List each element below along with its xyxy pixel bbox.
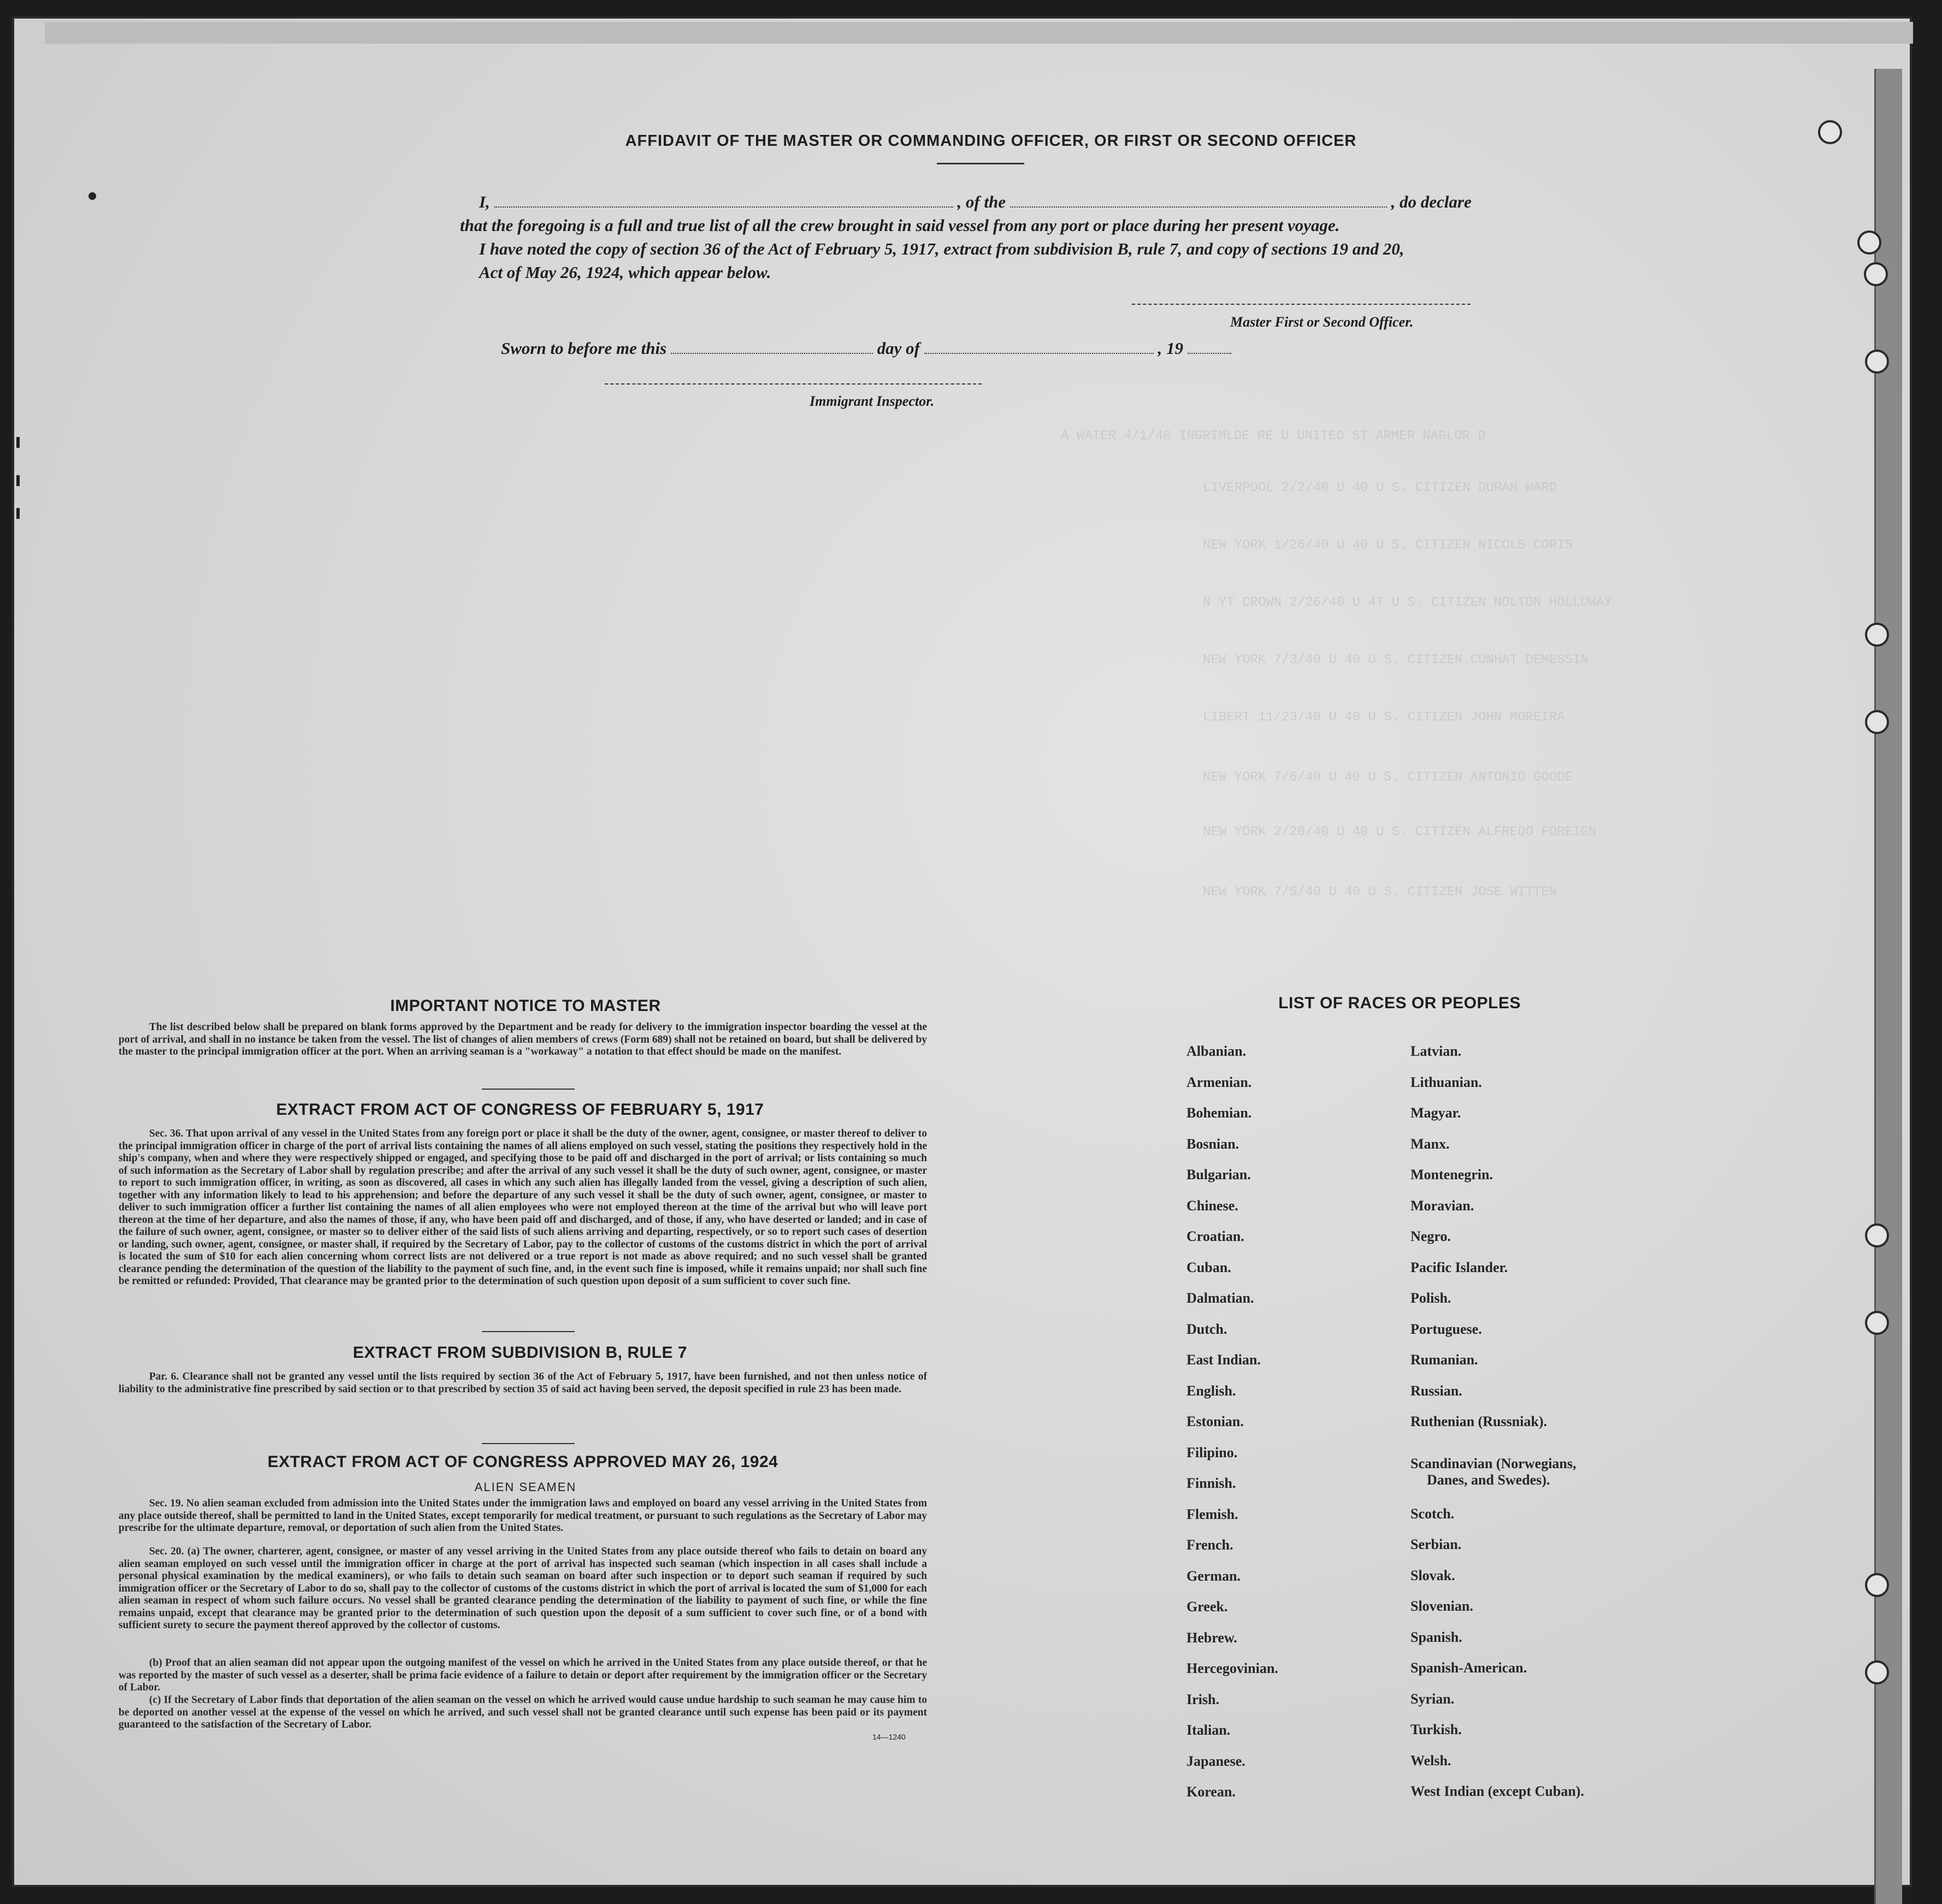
notice-title: IMPORTANT NOTICE TO MASTER <box>390 997 661 1015</box>
punch-hole <box>1865 710 1889 734</box>
race-item: Hebrew. <box>1187 1629 1237 1646</box>
sworn-month-blank[interactable] <box>924 341 1154 354</box>
race-item: Pacific Islander. <box>1410 1259 1508 1275</box>
race-item: Armenian. <box>1187 1074 1252 1090</box>
race-item: Dalmatian. <box>1187 1290 1254 1306</box>
race-item: East Indian. <box>1187 1352 1261 1368</box>
edge-mark <box>16 437 20 448</box>
affidavit-line-1 <box>479 192 1506 212</box>
punch-hole <box>1857 230 1881 255</box>
race-item: Chinese. <box>1187 1197 1238 1214</box>
affidavit-line-2: that the foregoing is a full and true list of all the crew brought in said vessel from any port or place during her present voyage. <box>460 216 1340 235</box>
extract-rule7-title: EXTRACT FROM SUBDIVISION B, RULE 7 <box>352 1344 688 1362</box>
sec20c-text: (c) If the Secretary of Labor finds that deportation of the alien seaman on the vessel on which he arrived would cause undue hardship to such seaman he may cause him to be deported on another vessel at the expense of the vessel on which he arrived, and such vessel shall not be granted clearance until such expense has been paid or its payment guaranteed to the satisfaction of the Secretary of Labor. <box>119 1694 927 1730</box>
race-item: Bohemian. <box>1187 1105 1252 1121</box>
master-signature-line[interactable] <box>1132 304 1471 305</box>
race-item: Croatian. <box>1187 1228 1244 1244</box>
race-item: Slovak. <box>1410 1567 1455 1583</box>
title-rule <box>937 163 1024 164</box>
affidavit-i: I, <box>479 192 490 211</box>
race-item: Ruthenian (Russniak). <box>1410 1414 1547 1429</box>
race-item: Scotch. <box>1410 1505 1455 1522</box>
race-item: Bulgarian. <box>1187 1167 1251 1182</box>
sworn-line <box>501 339 1528 358</box>
extract-rule7-text: Par. 6. Clearance shall not be granted any vessel until the lists required by section 36 of the Act of February 5, 1917, have been furnished, and not then unless notice of liability to the administrative fine prescribed by said section or to that prescribed by section 35 of said act having been served, the deposit specified in rule 23 has been made. <box>119 1371 927 1395</box>
affidavit-title: AFFIDAVIT OF THE MASTER OR COMMANDING OFFICER, OR FIRST OR SECOND OFFICER <box>625 132 1357 150</box>
race-item: Finnish. <box>1187 1475 1236 1491</box>
affidavit-line-4: Act of May 26, 1924, which appear below. <box>479 263 771 282</box>
race-item: English. <box>1187 1382 1236 1399</box>
race-item: Rumanian. <box>1410 1352 1478 1368</box>
race-item: Spanish-American. <box>1410 1660 1527 1676</box>
inspector-signature-line[interactable] <box>605 383 982 385</box>
race-item: Italian. <box>1187 1722 1231 1738</box>
extract-1917-text: Sec. 36. That upon arrival of any vessel in the United States from any foreign port or place it shall be the duty of the owner, agent, consignee, or master thereof to deliver to the principal immigration officer in charge of the port of arrival lists containing the names of all aliens employed on such vessel, stating the positions they respectively hold in the ship's company, when and where they were respectively shipped or engaged, and specifying those to be paid off and discharged in the port of arrival; or lists containing so much of such information as the Secretary of Labor shall by regulation prescribe; and after the arrival of any such vessel it shall be the duty of such owner, agent, consignee, or master to report to such immigration officer, in writing, as soon as discovered, all cases in which any such alien has illegally landed from the vessel, giving a description of such alien, together with any information likely to lead to his apprehension; and before the departure of any such vessel it shall be the duty of such owner, agent, consignee, or master to deliver to such immigration officer a further list containing the names of all alien employees who were not employed thereon at the time of the arrival but who will leave port thereon at the time of her departure, and also the names of those, if any, who have been paid off and discharged, and of those, if any, who have deserted or landed; and in case of the failure of such owner, agent, consignee, or master so to deliver either of the said lists of such aliens arriving and departing, respectively, or so to report such cases of desertion or landing, such owner, agent, consignee, or master shall, if required by the Secretary of Labor, pay to the collector of customs of the customs district in which the port of arrival is located the sum of $10 for each alien concerning whom correct lists are not delivered or a true report is not made as above required; and no such vessel shall be granted clearance pending the determination of the question of the liability to the payment of such fine, and, in the event such fine is imposed, while it remains unpaid; nor shall such fine be remitted or refunded: Provided, That clearance may be granted prior to the determination of such question upon deposit of a sum sufficient to cover such fine. <box>119 1128 927 1287</box>
race-item: Russian. <box>1410 1382 1462 1399</box>
punch-hole <box>1865 623 1889 647</box>
punch-hole <box>1864 262 1888 286</box>
affidavit-line-3: I have noted the copy of section 36 of the Act of February 5, 1917, extract from subdivision B, rule 7, and copy of sections 19 and 20, <box>479 239 1404 258</box>
race-item: Estonian. <box>1187 1414 1244 1429</box>
race-item: Bosnian. <box>1187 1136 1239 1152</box>
race-item: Welsh. <box>1410 1752 1451 1769</box>
sec19-text: Sec. 19. No alien seaman excluded from admission into the United States under the immigration laws and employed on board any vessel arriving in the United States from any place outside thereof, shall be permitted to land in the United States, except temporarily for medical treatment, or pursuant to such regulations as the Secretary of Labor may prescribe for the ultimate departure, removal, or deportation of such alien from the United States. <box>119 1498 927 1534</box>
document-sheet: A WATER 4/1/40 INGRIMLDE RE U UNITED ST ARMER NAGLOR D LIVERPOOL 2/2/40 U 40 U S. CITIZEN DURAN WARD NEW YORK 1/26/40 U 40 U S. CITIZEN NICOLS CORIS N YT CROWN 2/26/40 U 47 U S. CITIZEN NOLTON HOLLOWAY NEW YORK 7/3/40 U 40 U S. CITIZEN CUNHAT DEMESSIN LIBERT 11/23/40 U 40 U S. CITIZEN JOHN MOREIRA NEW YORK 7/6/40 U 40 U S. CITIZEN ANTONIO GOODE NEW YORK 2/20/40 U 40 U S. CITIZEN ALFREDO FOREIGN NEW YORK 7/5/40 U 40 U S. CITIZEN JOSE WITTEN AFFIDAVIT OF THE MASTER OR COMMANDING OFFICER, OR FIRST OR SECOND OFFICER I, , of the , do declare that the foregoing is a full and true list of all the crew brought in said vessel from any port or place during her present voyage. I have noted the copy of section 36 of the Act of February 5, 1917, extract from subdivision B, rule 7, and copy of sections 19 and 20, Act of May 26, 1924, which appear below. Master First or Second Officer. Sworn to before me this day of , 19 Immigrant Inspector. IMPORTANT NOTICE TO MASTER The list described below shall be prepared on blank forms approved by the Department and be ready for delivery to the immigration inspector boarding the vessel at the port of arrival, and shall in no instance be taken from the vessel. The list of changes of alien members of crews (Form 689) shall not be retained on board, but shall be delivered by the master to the principal immigration officer at the port. When an arriving seaman is a "workaway" a notation to that effect should be made on the manifest. EXTRACT FROM ACT OF CONGRESS OF FEBRUARY 5, 1917 Sec. 36. That upon arrival of any vessel in the United States from any foreign port or place it shall be the duty of the owner, agent, consignee, or master thereof to deliver to the principal immigration officer in charge of the port of arrival lists containing the names of all aliens employed on such vessel, stating the positions they respectively hold in the ship's company, when and where they were respectively shipped or engaged, and specifying those to be paid off and discharged in the port of arrival; or lists containing so much of such information as the Secretary of Labor shall by regulation prescribe; and after the arrival of any such vessel it shall be the duty of such owner, agent, consignee, or master to report to such immigration officer, in writing, as soon as discovered, all cases in which any such alien has illegally landed from the vessel, giving a description of such alien, together with any information likely to lead to his apprehension; and before the departure of any such vessel it shall be the duty of such owner, agent, consignee, or master to deliver to such immigration officer a further list containing the names of all alien employees who were not employed thereon at the time of the arrival but who will leave port thereon at the time of her departure, and also the names of those, if any, who have been paid off and discharged, and of those, if any, who have deserted or landed; and in case of the failure of such owner, agent, consignee, or master so to deliver either of the said lists of such aliens arriving and departing, respectively, or so to report such cases of desertion or landing, such owner, agent, consignee, or master shall, if required by the Secretary of Labor, pay to the collector of customs of the customs district in which the port of arrival is located the sum of $10 for each alien concerning whom correct lists are not delivered or a true report is not made as above required; and no such vessel shall be granted clearance pending the determination of the question of the liability to the payment of such fine, and, in the event such fine is imposed, while it remains unpaid; nor shall such fine be remitted or refunded: Provided, That clearance may be granted prior to the determination of such question upon deposit of a sum sufficient to cover such fine. EXTRACT FROM SUBDIVISION B, RULE 7 Par. 6. Clearance shall not be granted any vessel until the lists required by section 36 of the Act of February 5, 1917, have been furnished, and not then unless notice of liability to the administrative fine prescribed by said section or to that prescribed by section 35 of said act having been served, the deposit specified in rule 23 has been made. EXTRACT FROM ACT OF CONGRESS APPROVED MAY 26, 1924 ALIEN SEAMEN Sec. 19. No alien seaman excluded from admission into the United States under the immigration laws and employed on board any vessel arriving in the United States from any place outside thereof, shall be permitted to land in the United States, except temporarily for medical treatment, or pursuant to such regulations as the Secretary of Labor may prescribe for the ultimate departure, removal, or deportation of such alien from the United States. Sec. 20. (a) The owner, charterer, agent, consignee, or master of any vessel arriving in the United States from any place outside thereof who fails to detain on board any alien seaman employed on such vessel until the immigration officer in charge at the port of arrival has inspected such seaman (which inspection in all cases shall include a personal physical examination by the medical examiners), or who fails to detain such seaman on board after such inspection or to deport such seaman if required by such immigration officer or the Secretary of Labor to do so, shall pay to the collector of customs of the customs district in which the port of arrival is located the sum of $1,000 for each alien seaman in respect of whom such failure occurs. No vessel shall be granted clearance pending the determination of the liability to payment of such fine, or while the fine remains unpaid, except that clearance may be granted prior to the determination of such question upon the deposit of a sum sufficient to cover such fine, or of a bond with sufficient surety to secure the payment thereof approved by the collector of customs. (b) Proof that an alien seaman did not appear upon the outgoing manifest of the vessel on which he arrived in the United States from any place outside thereof, or that he was reported by the master of such vessel as a deserter, shall be prima facie evidence of a failure to detain or deport after requirement by the immigration officer or the Secretary of Labor. (c) If the Secretary of Labor finds that deportation of the alien seaman on the vessel on which he arrived would cause undue hardship to such seaman he may cause him to be deported on another vessel at the expense of the vessel on which he arrived, and such vessel shall not be granted clearance until such expense has been paid or its payment guaranteed to the satisfaction of the Secretary of Labor. 14—1240 LIST OF RACES OR PEOPLES Albanian. Armenian. Bohemian. Bosnian. Bulgarian. Chinese. Croatian. Cuban. Dalmatian. Dutch. East Indian. English. Estonian. Filipino. Finnish. Flemish. French. German. Greek. Hebrew. Hercegovinian. Irish. Italian. Japanese. Korean. Latvian. Lithuanian. Magyar. Manx. Montenegrin. Moravian. Negro. Pacific Islander. Polish. Portuguese. Rumanian. Russian. Ruthenian (Russniak). Scandinavian (Norwegians, Danes, and Swedes). Scotch. Serbian. Slovak. Slovenian. Spanish. Spanish-American. Syrian. Turkish. Welsh. West Indian (except Cuban). <box>12 16 1912 1887</box>
race-item: Slovenian. <box>1410 1598 1473 1614</box>
race-item: West Indian (except Cuban). <box>1410 1783 1584 1799</box>
day-of-text: day of <box>877 339 920 358</box>
edge-mark <box>16 475 20 486</box>
race-item: Flemish. <box>1187 1506 1238 1522</box>
extract-1917-title: EXTRACT FROM ACT OF CONGRESS OF FEBRUARY 5, 1917 <box>276 1101 764 1119</box>
race-item: Moravian. <box>1410 1197 1474 1214</box>
race-item: Japanese. <box>1187 1753 1246 1769</box>
sec20a-text: Sec. 20. (a) The owner, charterer, agent, consignee, or master of any vessel arriving in the United States from any place outside thereof who fails to detain on board any alien seaman employed on such vessel until the immigration officer in charge at the port of arrival has inspected such seaman (which inspection in all cases shall include a personal physical examination by the medical examiners), or who fails to detain such seaman on board after such inspection or to deport such seaman if required by such immigration officer or the Secretary of Labor to do so, shall pay to the collector of customs of the customs district in which the port of arrival is located the sum of $1,000 for each alien seaman in respect of whom such failure occurs. No vessel shall be granted clearance pending the determination of the liability to payment of such fine, or while the fine remains unpaid, except that clearance may be granted prior to the determination of such question upon the deposit of a sum sufficient to cover such fine, or of a bond with sufficient surety to secure the payment thereof approved by the collector of customs. <box>119 1546 927 1631</box>
race-item: Scandinavian (Norwegians, <box>1410 1455 1577 1471</box>
edge-mark <box>16 508 20 519</box>
sworn-text: Sworn to before me this <box>501 339 667 358</box>
race-item: French. <box>1187 1537 1233 1553</box>
race-item: Syrian. <box>1410 1690 1455 1707</box>
punch-hole <box>1865 1223 1889 1247</box>
race-item: Filipino. <box>1187 1444 1238 1460</box>
extract-1924-title: EXTRACT FROM ACT OF CONGRESS APPROVED MAY 26, 1924 <box>267 1453 778 1471</box>
races-title: LIST OF RACES OR PEOPLES <box>1278 994 1521 1012</box>
vessel-blank[interactable] <box>1010 194 1387 208</box>
form-number: 14—1240 <box>872 1732 906 1741</box>
year-prefix: , 19 <box>1158 339 1183 358</box>
sworn-day-blank[interactable] <box>671 341 873 354</box>
punch-hole <box>1865 1311 1889 1335</box>
punch-hole <box>1865 1660 1889 1684</box>
sec20b-text: (b) Proof that an alien seaman did not appear upon the outgoing manifest of the vessel on which he arrived in the United States from any place outside thereof, or that he was reported by the master of such vessel as a deserter, shall be prima facie evidence of a failure to detain or deport after requirement by the immigration officer or the Secretary of Labor. <box>119 1657 927 1693</box>
race-item: Dutch. <box>1187 1321 1227 1337</box>
notice-text: The list described below shall be prepared on blank forms approved by the Department and be ready for delivery to the immigration inspector boarding the vessel at the port of arrival, and shall in no instance be taken from the vessel. The list of changes of alien members of crews (Form 689) shall not be retained on board, but shall be delivered by the master to the principal immigration officer at the port. When an arriving seaman is a "workaway" a notation to that effect should be made on the manifest. <box>119 1021 927 1057</box>
punch-hole <box>1865 1573 1889 1597</box>
master-signature-label: Master First or Second Officer. <box>1230 314 1414 330</box>
race-item: Hercegovinian. <box>1187 1660 1278 1676</box>
race-item: Korean. <box>1187 1784 1236 1800</box>
race-item: Turkish. <box>1410 1722 1462 1737</box>
race-item: Serbian. <box>1410 1536 1462 1552</box>
race-item: Polish. <box>1410 1290 1451 1306</box>
section-rule <box>482 1089 575 1090</box>
race-item: Cuban. <box>1187 1259 1231 1275</box>
race-item: Manx. <box>1410 1136 1450 1152</box>
race-item: Portuguese. <box>1410 1321 1482 1337</box>
race-item: Magyar. <box>1410 1105 1461 1121</box>
section-rule <box>482 1331 575 1332</box>
race-item: Lithuanian. <box>1410 1074 1482 1090</box>
race-item: Latvian. <box>1410 1043 1462 1059</box>
ink-spot <box>88 192 96 200</box>
name-blank[interactable] <box>494 194 953 208</box>
punch-hole <box>1818 120 1842 144</box>
alien-seamen-subtitle: ALIEN SEAMEN <box>474 1480 577 1494</box>
inspector-label: Immigrant Inspector. <box>810 393 935 409</box>
race-item: Irish. <box>1187 1691 1219 1707</box>
punch-hole <box>1865 350 1889 374</box>
race-item: Montenegrin. <box>1410 1167 1493 1182</box>
race-item: Spanish. <box>1410 1629 1462 1645</box>
race-item: German. <box>1187 1568 1241 1584</box>
race-item: Negro. <box>1410 1228 1451 1244</box>
affidavit-of-the: , of the <box>957 192 1006 211</box>
binding-strip <box>1874 69 1902 1904</box>
underlying-page-edge <box>45 22 1913 44</box>
sworn-year-blank[interactable] <box>1188 341 1231 354</box>
race-item: Danes, and Swedes). <box>1427 1471 1550 1488</box>
affidavit-do-declare: , do declare <box>1391 192 1472 211</box>
section-rule <box>482 1443 575 1444</box>
race-item: Greek. <box>1187 1599 1228 1615</box>
race-item: Albanian. <box>1187 1043 1247 1059</box>
